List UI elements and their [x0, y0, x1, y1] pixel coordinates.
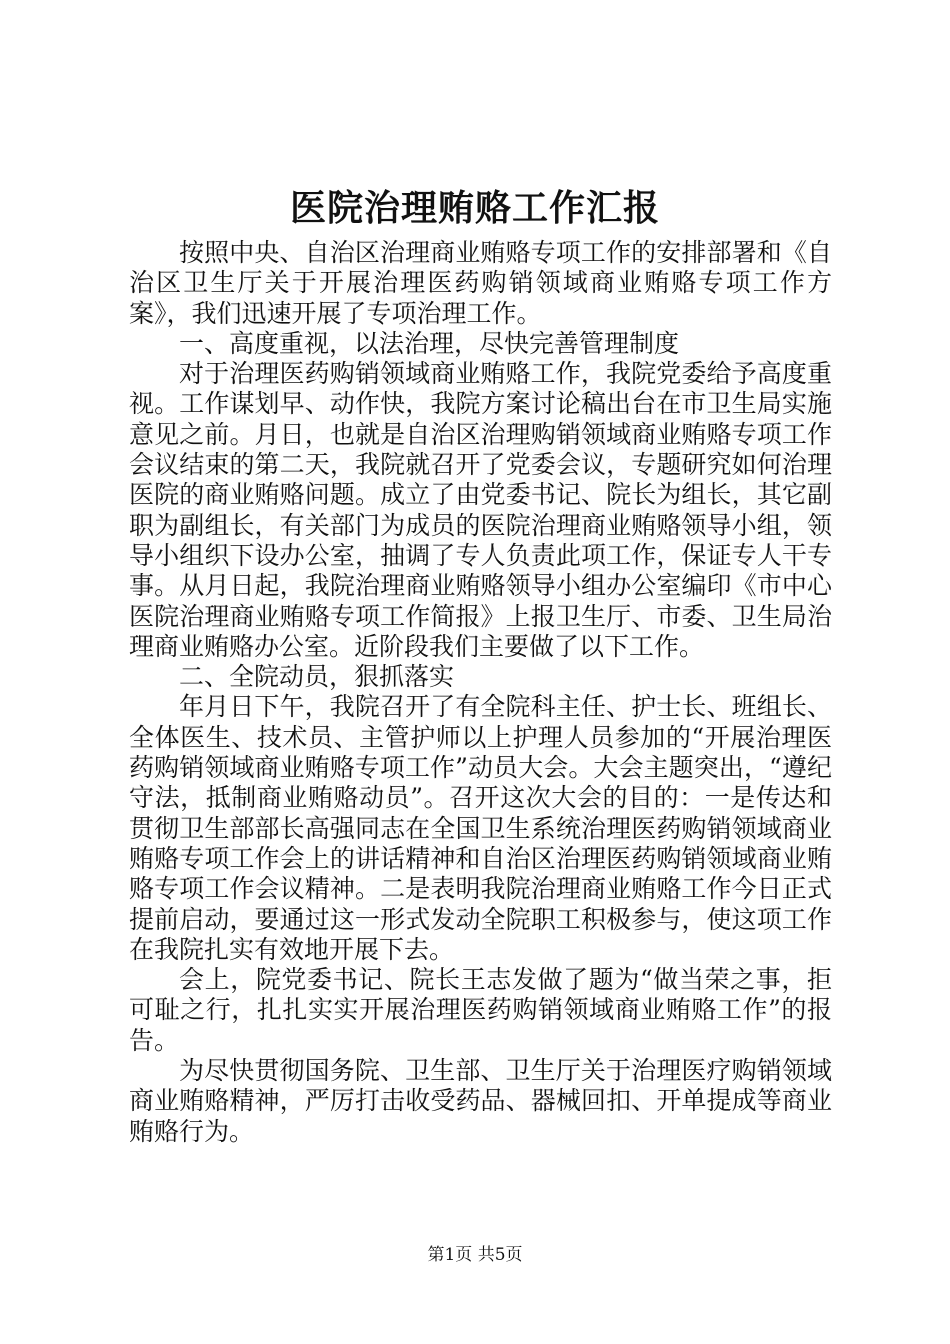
- document-body: [129, 238, 832, 1147]
- section-heading-2: 二、全院动员，狠抓落实: [179, 662, 455, 692]
- section-2-paragraph-1: 年月日下午，我院召开了有全院科主任、护士长、班组长、全体医生、技术员、主管护师以上护理人员参加的“开展治理医药购销领域商业贿赂专项工作”动员大会。大会主题突出，“遵纪守法，抵制商业贿赂动员”。召开这次大会的目的：一是传达和贯彻卫生部部长高强同志在全国卫生系统治理医药购销领域商业贿赂专项工作会上的讲话精神和自治区治理医药购销领域商业贿赂专项工作会议精神。二是表明我院治理商业贿赂工作今日正式提前启动，要通过这一形式发动全院职工积极参与，使这项工作在我院扎实有效地开展下去。: [129, 692, 832, 964]
- section-2-paragraph-2: 会上，院党委书记、院长王志发做了题为“做当荣之事，拒可耻之行，扎扎实实开展治理医药购销领域商业贿赂工作”的报告。: [129, 965, 832, 1055]
- section-heading-1: 一、高度重视，以法治理，尽快完善管理制度: [179, 328, 680, 358]
- document-title: 医院治理贿赂工作汇报: [289, 187, 660, 229]
- section-2-paragraph-3: 为尽快贯彻国务院、卫生部、卫生厅关于治理医疗购销领域商业贿赂精神，严厉打击收受药品、器械回扣、开单提成等商业贿赂行为。: [129, 1056, 832, 1146]
- page-footer: 第1页 共5页: [427, 1245, 523, 1265]
- intro-paragraph: 按照中央、自治区治理商业贿赂专项工作的安排部署和《自治区卫生厅关于开展治理医药购销领域商业贿赂专项工作方案》，我们迅速开展了专项治理工作。: [129, 238, 832, 328]
- section-1-paragraph: 对于治理医药购销领域商业贿赂工作，我院党委给予高度重视。工作谋划早、动作快，我院方案讨论稿出台在市卫生局实施意见之前。月日，也就是自治区治理购销领域商业贿赂专项工作会议结束的第二天，我院就召开了党委会议，专题研究如何治理医院的商业贿赂问题。成立了由党委书记、院长为组长，其它副职为副组长，有关部门为成员的医院治理商业贿赂领导小组，领导小组织下设办公室，抽调了专人负责此项工作，保证专人干专事。从月日起，我院治理商业贿赂领导小组办公室编印《市中心医院治理商业贿赂专项工作简报》上报卫生厅、市委、卫生局治理商业贿赂办公室。近阶段我们主要做了以下工作。: [129, 359, 832, 661]
